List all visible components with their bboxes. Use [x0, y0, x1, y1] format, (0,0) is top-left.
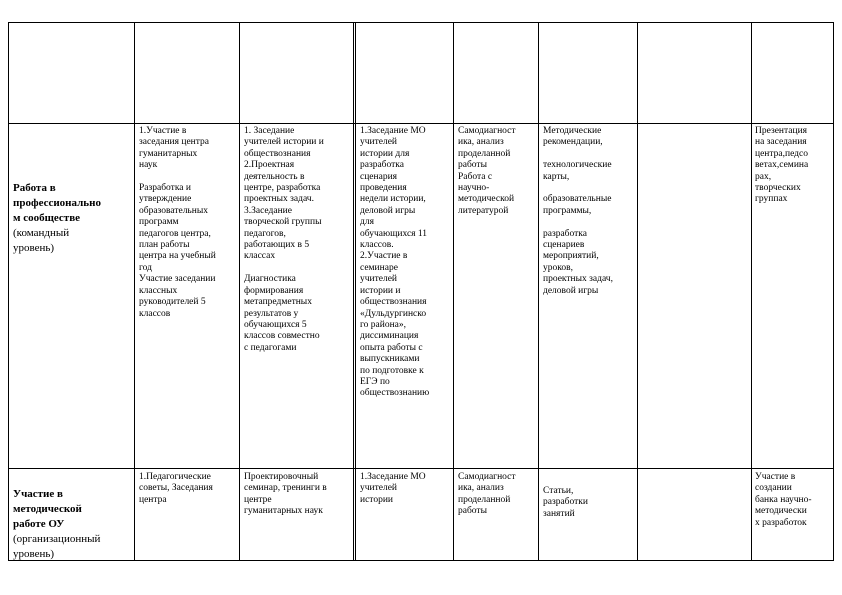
row-subtitle: (командный уровень) — [13, 227, 70, 254]
table-cell: Методические рекомендации, технологические карты, образовательные программы, разработка сценариев мероприятий, уроков, проектных задач, деловой игры — [543, 126, 613, 296]
grid-line — [353, 22, 354, 561]
grid-line — [538, 22, 539, 561]
table-cell: Статьи, разработки занятий — [543, 486, 588, 519]
row-title — [13, 472, 133, 577]
grid-line — [8, 468, 834, 469]
grid-line — [134, 22, 135, 561]
grid-line — [355, 22, 356, 561]
table-cell: Самодиагност ика, анализ проделанной работы — [458, 472, 516, 517]
table-cell: Участие в создании банка научно- методически х разработок — [755, 472, 812, 528]
table-cell: 1.Участие в заседания центра гуманитарных наук Разработка и утверждение образовательных программ педагогов центра, план работы центра на учебный год Участие заседании классных руководителей 5 классов — [139, 126, 216, 319]
row-title-text: Участие в методической работе ОУ — [13, 488, 82, 530]
grid-line — [8, 22, 9, 561]
row-title — [13, 166, 133, 271]
table-cell: 1.Педагогические советы, Заседания центра — [139, 472, 213, 505]
grid-line — [833, 22, 834, 561]
table-cell: Презентация на заседания центра,педсо ветах,семина рах, творческих группах — [755, 126, 809, 205]
table-cell: 1.Заседание МО учителей истории — [360, 472, 426, 505]
grid-line — [637, 22, 638, 561]
grid-line — [239, 22, 240, 561]
table-cell: Проектировочный семинар, тренинги в центре гуманитарных наук — [244, 472, 327, 517]
plan-table — [8, 22, 834, 561]
grid-line — [751, 22, 752, 561]
grid-line — [8, 123, 834, 124]
row-subtitle: (организационный уровень) — [13, 533, 101, 560]
table-cell: 1. Заседание учителей истории и обществознания 2.Проектная деятельность в центре, разработка проектных задач. 3.Заседание творческой группы педагогов, работающих в 5 классах Диагностика формирования метапредметных результатов у обучающихся 5 классов совместно с педагогами — [244, 126, 324, 353]
grid-line — [453, 22, 454, 561]
table-cell: 1.Заседание МО учителей истории для разработка сценария проведения недели истории, деловой игры для обучающихся 11 классов. 2.Участие в семинаре учителей истории и обществознания «Дульдургинско го района», диссиминация опыта работы с выпускниками по подготовке к ЕГЭ по обществознанию — [360, 126, 430, 399]
table-cell: Самодиагност ика, анализ проделанной работы Работа с научно- методической литературой — [458, 126, 516, 216]
row-title-text: Работа в профессионально м сообществе — [13, 182, 101, 224]
grid-line — [8, 22, 834, 23]
